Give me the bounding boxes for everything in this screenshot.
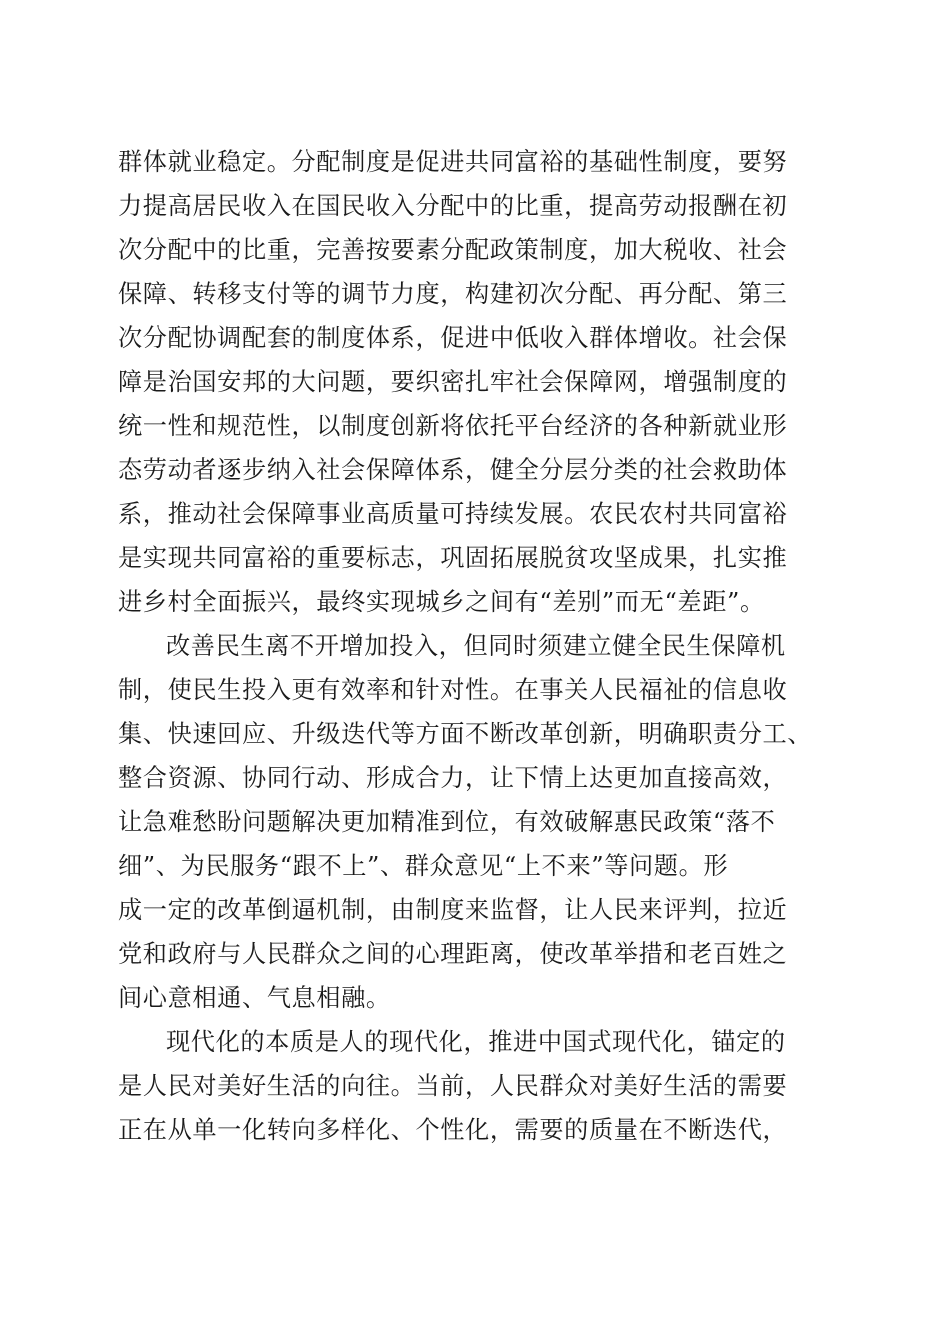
text-line: 成一定的改革倒逼机制，由制度来监督，让人民来评判，拉近 [118,896,788,924]
text-line: 系，推动社会保障事业高质量可持续发展。农民农村共同富裕 [118,500,788,528]
text-line: 集、快速回应、升级迭代等方面不断改革创新，明确职责分工、 [118,720,813,748]
text-line: 现代化的本质是人的现代化，推进中国式现代化，锚定的 [166,1028,786,1056]
text-line: 群体就业稳定。分配制度是促进共同富裕的基础性制度，要努 [118,148,788,176]
text-line: 制，使民生投入更有效率和针对性。在事关人民福祉的信息收 [118,676,788,704]
text-line: 细”、为民服务“跟不上”、群众意见“上不来”等问题。形 [118,852,729,880]
text-line: 态劳动者逐步纳入社会保障体系，健全分层分类的社会救助体 [118,456,788,484]
text-line: 整合资源、协同行动、形成合力，让下情上达更加直接高效， [118,764,788,792]
text-line: 改善民生离不开增加投入，但同时须建立健全民生保障机 [166,632,786,660]
text-line: 党和政府与人民群众之间的心理距离，使改革举措和老百姓之 [118,940,788,968]
text-line: 让急难愁盼问题解决更加精准到位，有效破解惠民政策“落不 [118,808,776,836]
text-line: 进乡村全面振兴，最终实现城乡之间有“差别”而无“差距”。 [118,588,765,616]
document-body [118,140,834,1152]
text-line: 力提高居民收入在国民收入分配中的比重，提高劳动报酬在初 [118,192,788,220]
text-line: 障是治国安邦的大问题，要织密扎牢社会保障网，增强制度的 [118,368,788,396]
text-line: 次分配中的比重，完善按要素分配政策制度，加大税收、社会 [118,236,788,264]
text-line: 统一性和规范性，以制度创新将依托平台经济的各种新就业形 [118,412,788,440]
text-line: 间心意相通、气息相融。 [118,984,391,1012]
text-line: 是实现共同富裕的重要标志，巩固拓展脱贫攻坚成果，扎实推 [118,544,788,572]
text-line: 次分配协调配套的制度体系，促进中低收入群体增收。社会保 [118,324,788,352]
text-line: 正在从单一化转向多样化、个性化，需要的质量在不断迭代， [118,1116,788,1144]
text-line: 是人民对美好生活的向往。当前，人民群众对美好生活的需要 [118,1072,788,1100]
text-line: 保障、转移支付等的调节力度，构建初次分配、再分配、第三 [118,280,788,308]
